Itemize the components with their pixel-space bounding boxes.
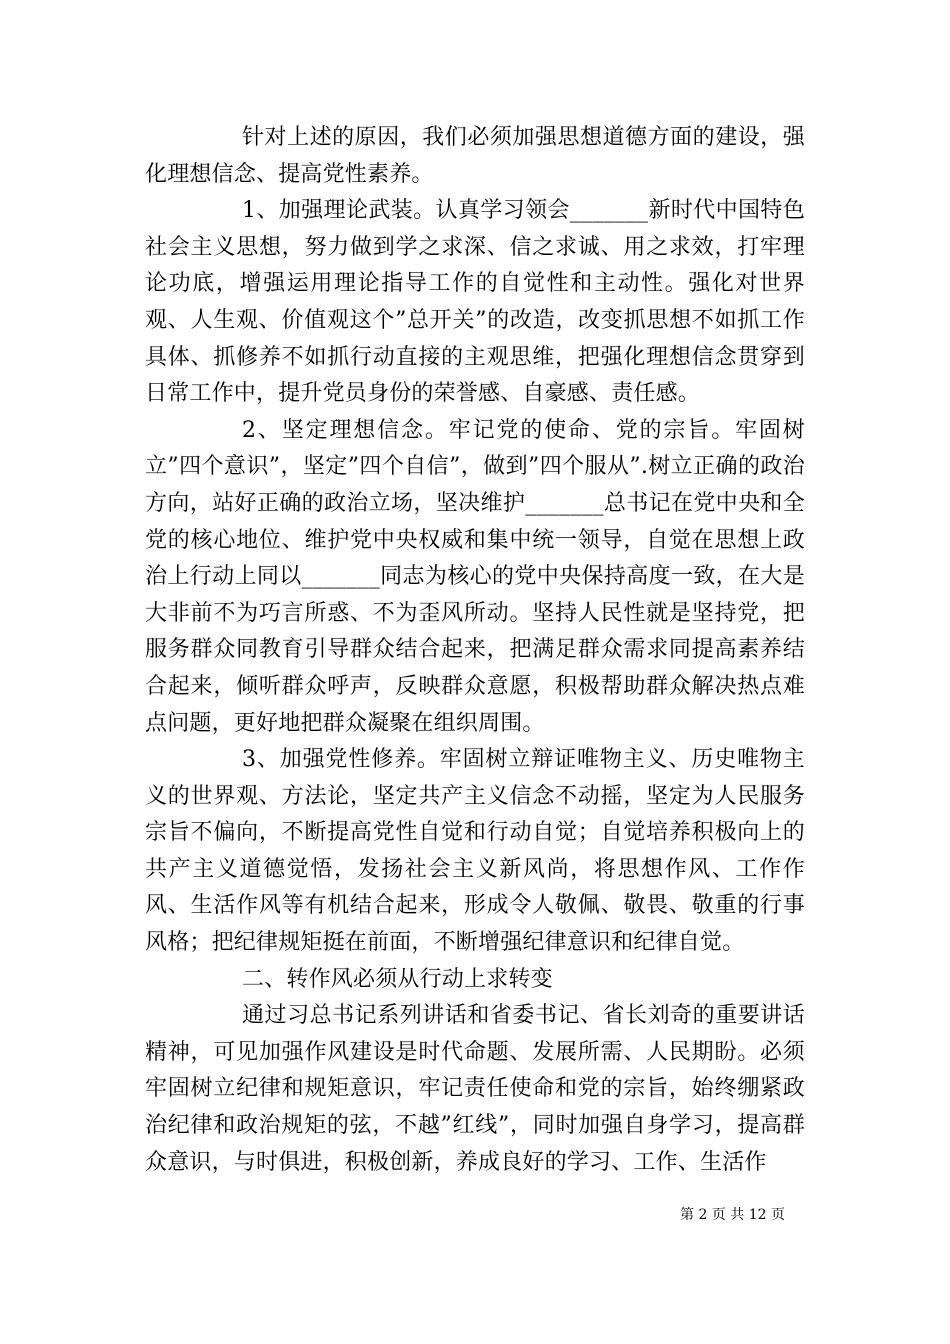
paragraph-intro: 针对上述的原因，我们必须加强思想道德方面的建设，强化理想信念、提高党性素养。 [145, 125, 805, 187]
paragraph-point-1: 1、加强理论武装。认真学习领会_______新时代中国特色社会主义思想，努力做到学之求深、信之求诚、用之求效，打牢理论功底，增强运用理论指导工作的自觉性和主动性。强化对世界观、人生观、价值观这个”总开关”的改造，改变抓思想不如抓工作具体、抓修养不如抓行动直接的主观思维，把强化理想信念贯穿到日常工作中，提升党员身份的荣誉感、自豪感、责任感。 [145, 198, 805, 407]
paragraph-point-3: 3、加强党性修养。牢固树立辩证唯物主义、历史唯物主义的世界观、方法论，坚定共产主义信念不动摇，坚定为人民服务宗旨不偏向，不断提高党性自觉和行动自觉；自觉培养积极向上的共产主义道德觉悟，发扬社会主义新风尚，将思想作风、工作作风、生活作风等有机结合起来，形成令人敬佩、敬畏、敬重的行事风格；把纪律规矩挺在前面，不断增强纪律意识和纪律自觉。 [145, 747, 805, 956]
paragraph-point-2: 2、坚定理想信念。牢记党的使命、党的宗旨。牢固树立”四个意识”，坚定”四个自信”，做到”四个服从”.树立正确的政治方向，站好正确的政治立场，坚决维护_______总书记在党中央和全党的核心地位、维护党中央权威和集中统一领导，自觉在思想上政治上行动上同以_______同志为核心的党中央保持高度一致，在大是大非前不为巧言所惑、不为歪风所动。坚持人民性就是坚持党，把服务群众同教育引导群众结合起来，把满足群众需求同提高素养结合起来，倾听群众呼声，反映群众意愿，积极帮助群众解决热点难点问题，更好地把群众凝聚在组织周围。 [145, 417, 805, 736]
section-heading: 二、转作风必须从行动上求转变 [242, 966, 553, 992]
body-text [145, 120, 805, 1181]
page-number: 第 2 页 共 12 页 [680, 1207, 785, 1223]
paragraph-section-2-body: 通过习总书记系列讲话和省委书记、省长刘奇的重要讲话精神，可见加强作风建设是时代命题、发展所需、人民期盼。必须牢固树立纪律和规矩意识，牢记责任使命和党的宗旨，始终绷紧政治纪律和政治规矩的弦，不越”红线”，同时加强自身学习，提高群众意识，与时俱进，积极创新，养成良好的学习、工作、生活作 [145, 1003, 805, 1175]
